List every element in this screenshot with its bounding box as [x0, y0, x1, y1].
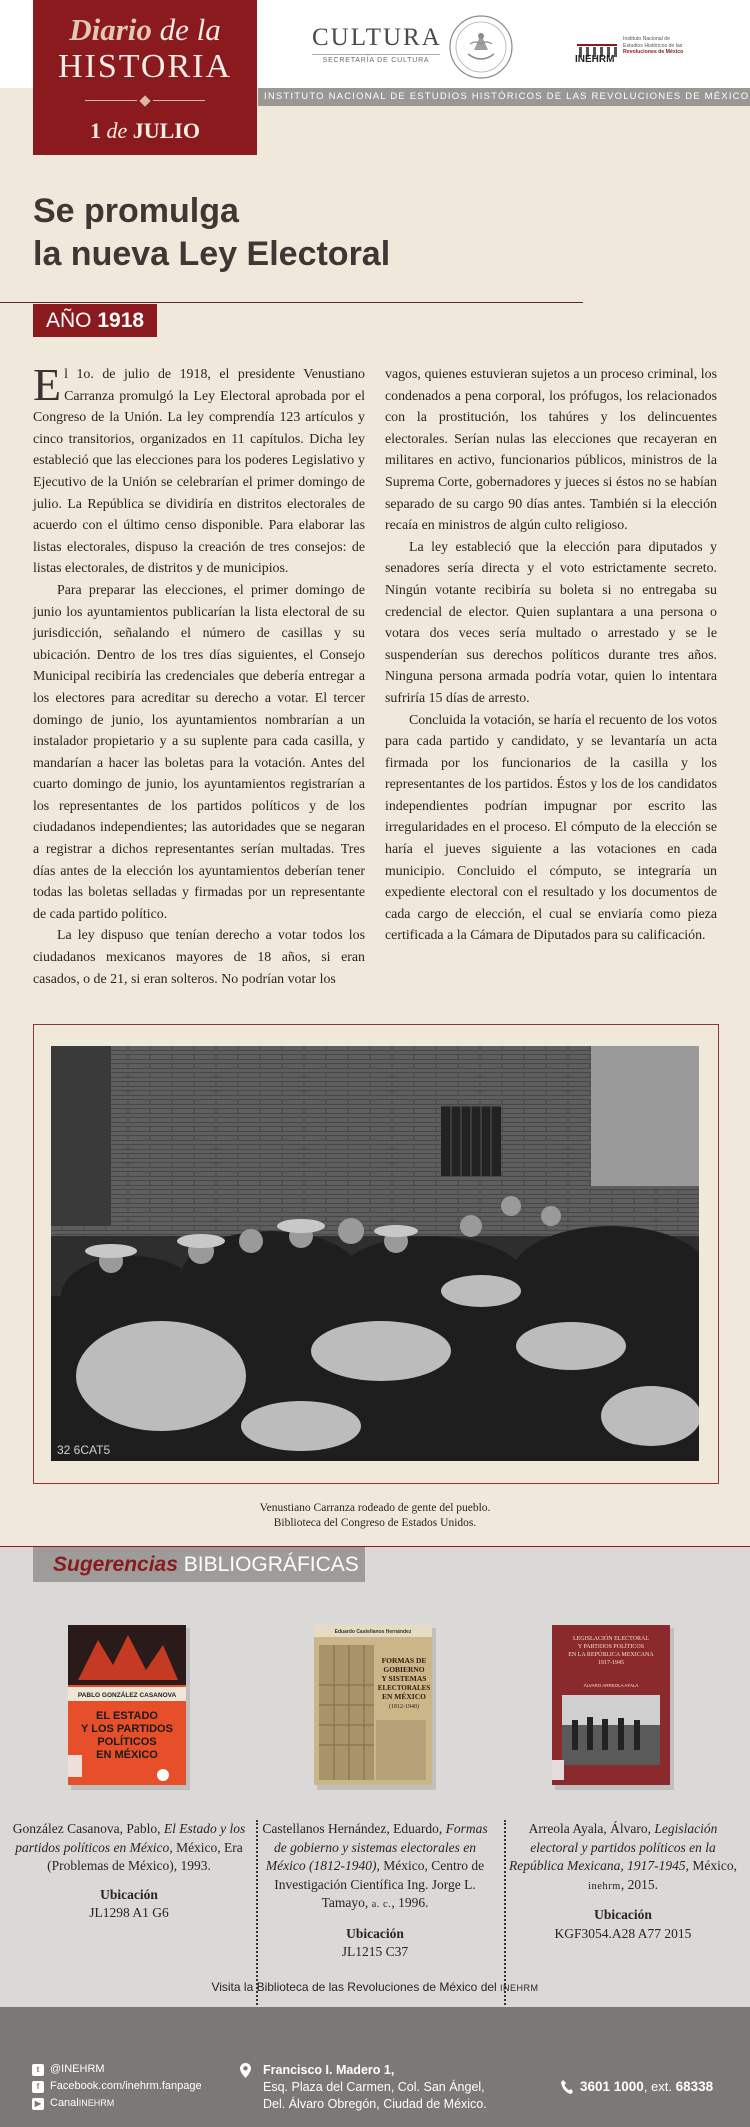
year-badge: AÑO 1918 — [33, 304, 157, 337]
masthead-line2: HISTORIA — [57, 48, 233, 85]
svg-text:EN LA REPÚBLICA MEXICANA: EN LA REPÚBLICA MEXICANA — [568, 1652, 654, 1658]
article-title: Se promulga la nueva Ley Electoral — [33, 192, 391, 273]
social-links — [32, 2061, 202, 2112]
article-paragraph-4: La ley estableció que la elección para diputados y senadores sería directa y el voto estrictamente secreto. Ningún votante recibiría su boleta si no entregaba su credencial de elector. Quien suplantara a una persona o votara dos veces sería multado o arrestado y se le suspenderían sus derechos políticos durante tres años. Ninguna persona armada podría votar, quien lo intentara sufriría 15 días de arresto. — [385, 539, 717, 706]
twitter-link[interactable]: t @INEHRM — [32, 2061, 202, 2078]
facebook-link[interactable]: f Facebook.com/inehrm.fanpage — [32, 2078, 202, 2095]
bib-entry-2-loc-label: Ubicación — [346, 1925, 404, 1941]
date-day: 1 — [89, 118, 101, 143]
svg-text:GOBIERNO: GOBIERNO — [383, 1665, 425, 1674]
inehrm-logo — [575, 34, 695, 66]
book-cover-3 — [552, 1625, 674, 1790]
masthead-date — [33, 118, 257, 144]
drop-cap: E — [33, 359, 62, 410]
svg-text:Y SISTEMAS: Y SISTEMAS — [381, 1674, 427, 1683]
institute-strip — [258, 88, 750, 106]
bib-entry-2-loc: JL1215 C37 — [341, 1944, 409, 1959]
inehrm-logo-desc: Instituto Nacional de Estudios Históricos de las Revoluciones de México — [623, 36, 684, 55]
svg-text:Eduardo Castellanos Hernández: Eduardo Castellanos Hernández — [334, 1629, 412, 1635]
svg-text:LEGISLACIÓN ELECTORAL: LEGISLACIÓN ELECTORAL — [572, 1636, 650, 1642]
article-column-right — [385, 364, 717, 947]
footer-phone[interactable]: 3601 1000, ext. 68338 — [580, 2079, 714, 2094]
bib-entry-1 — [10, 1820, 248, 1923]
date-de: de — [100, 118, 133, 143]
bib-entry-3 — [504, 1820, 742, 1943]
inehrm-logo-word: INEHRM — [575, 54, 615, 65]
svg-text:(1812-1940): (1812-1940) — [389, 1704, 419, 1710]
masthead-de-la: de la — [151, 12, 221, 47]
bib-entry-1-loc: JL1298 A1 G6 — [89, 1905, 169, 1920]
svg-text:Y PARTIDOS POLÍTICOS: Y PARTIDOS POLÍTICOS — [577, 1644, 645, 1650]
phone-icon — [561, 2080, 573, 2094]
bib-entry-3-loc-label: Ubicación — [594, 1907, 652, 1922]
book-cover-2 — [314, 1625, 436, 1790]
facebook-icon: f — [32, 2081, 44, 2093]
svg-text:Y LOS PARTIDOS: Y LOS PARTIDOS — [81, 1723, 173, 1735]
bib-entry-3-loc: KGF3054.A28 A77 2015 — [554, 1925, 692, 1941]
svg-text:1917-1945: 1917-1945 — [598, 1660, 624, 1666]
masthead-line1 — [33, 12, 257, 48]
cultura-logo-word: CULTURA — [312, 24, 442, 51]
book-cover-1 — [68, 1625, 190, 1790]
svg-text:EL ESTADO: EL ESTADO — [96, 1710, 158, 1722]
location-pin-icon — [240, 2063, 251, 2078]
article-column-left — [33, 359, 365, 990]
photo-caption: Venustiano Carranza rodeado de gente del pueblo. Biblioteca del Congreso de Estados Unidos. — [259, 1502, 491, 1529]
bib-entry-1-ref: González Casanova, Pablo, El Estado y los partidos políticos en México, México, Era (Problemas de México), 1993. — [12, 1821, 246, 1873]
mexico-seal-icon — [448, 14, 514, 80]
institute-strip-text: INSTITUTO NACIONAL DE ESTUDIOS HISTÓRICOS DE LAS REVOLUCIONES DE MÉXICO — [264, 91, 750, 102]
date-month: JULIO — [132, 118, 200, 143]
cultura-logo — [312, 24, 440, 64]
svg-text:FORMAS DE: FORMAS DE — [381, 1656, 427, 1665]
svg-text:EN MÉXICO: EN MÉXICO — [382, 1692, 426, 1701]
historical-photo-crowd — [51, 1046, 699, 1461]
svg-text:POLÍTICOS: POLÍTICOS — [97, 1736, 157, 1748]
svg-text:ÁLVARO ARREOLA AYALA: ÁLVARO ARREOLA AYALA — [583, 1683, 639, 1688]
masthead-diario: Diario — [69, 12, 152, 47]
youtube-link[interactable]: ▶ Canal INEHRM — [32, 2095, 202, 2112]
photo-scribble: 32 6CAT5 — [57, 1443, 111, 1457]
bib-entry-3-ref: Arreola Ayala, Álvaro, Legislación electoral y partidos políticos en la República Mexicana, 1917-1945, México, inehrm, 2015. — [509, 1821, 737, 1892]
footer-address: Francisco I. Madero 1, Esq. Plaza del Carmen, Col. San Ángel, Del. Álvaro Obregón, Ciudad de México. — [263, 2063, 487, 2111]
title-divider — [0, 302, 583, 303]
bib-entry-2 — [256, 1820, 494, 1962]
cultura-logo-sub: SECRETARÍA DE CULTURA — [312, 54, 440, 64]
article-paragraph-3-continued: vagos, quienes estuvieran sujetos a un proceso criminal, los condenados a pena corporal, los prófugos, los relacionados con la prostitución, los tahúres y los delincuentes electorales. Serían nulas las elecciones que recayeran en militares en activo, funcionarios públicos, ministros de la Suprema Corte, gobernadores y jueces si éstos no se habían separado de su cargo 90 días antes. También si la elección recaía en ministros de algún culto religioso. — [385, 367, 717, 534]
svg-text:ELECTORALES: ELECTORALES — [377, 1684, 431, 1692]
footer — [0, 2007, 750, 2127]
visit-library-note: Visita la Biblioteca de las Revoluciones de México del INEHRM — [211, 1980, 539, 1994]
article-paragraph-1: El 1o. de julio de 1918, el presidente Venustiano Carranza promulgó la Ley Electoral aprobada por el Congreso de la Unión. La ley comprendía 123 artículos y cinco transitorios, organizados en 11 capítulos. Dicha ley estableció que las elecciones para los poderes Legislativo y Ejecutivo de la Unión se celebrarían el primer domingo de julio. La República se dividiría en distritos electorales de acuerdo con el último censo disponible. Para elaborar las listas electorales, dispuso la creación de tres consejos: de listas electorales, de distritos y de municipios. — [33, 359, 365, 577]
masthead — [33, 0, 257, 155]
bibliography-heading: Sugerencias BIBLIOGRÁFICAS — [33, 1547, 365, 1582]
bib-entry-1-loc-label: Ubicación — [100, 1886, 158, 1902]
book-1-cover-author: PABLO GONZÁLEZ CASANOVA — [77, 1692, 177, 1699]
twitter-icon: t — [32, 2064, 44, 2076]
article-paragraph-5: Concluida la votación, se haría el recuento de los votos para cada partido y candidato, y se levantaría un acta firmada por los funcionarios de la casilla y los representantes de los partidos. Éstos y los de los candidatos independientes podrían impugnar por escrito las irregularidades en el proceso. El cómputo de la elección se haría el jueves siguiente a las votaciones en cada municipio. Concluido el cómputo, se integraría un expediente electoral con el resultado y los documentos de cada cargo de elección, el cual se enviaría como pieza certificada a la Cámara de Diputados para su calificación. — [385, 712, 717, 944]
svg-text:EN MÉXICO: EN MÉXICO — [96, 1749, 158, 1761]
youtube-icon: ▶ — [32, 2098, 44, 2110]
bib-entry-2-ref: Castellanos Hernández, Eduardo, Formas de gobierno y sistemas electorales en México (1812-1940), México, Centro de Investigación Científica Ing. Jorge L. Tamayo, a. c., 1996. — [262, 1821, 488, 1910]
masthead-ornament — [85, 97, 205, 105]
article-paragraph-2: Para preparar las elecciones, el primer domingo de junio los ayuntamientos publicarían la lista electoral de su jurisdicción, señalando el número de casillas y su ubicación. Dentro de los tres días siguientes, el Consejo Municipal recibiría las credenciales que debería entregar a los electores para acreditar su derecho a votar. El tercer domingo de junio, los ayuntamientos nombrarían a un instalador propietario y a su suplente para cada casilla, y mandarían a hacer las boletas para la votación. Antes del cuarto domingo de junio, los ayuntamientos registrarían a los representantes de los partidos políticos y de los ciudadanos independientes; las autoridades que se negaran a registrar a dichos representantes serían multadas. Tres días antes de la elección los ayuntamientos deberían tener todas las boletas selladas y firmadas por un representante de cada partido político. — [33, 582, 365, 922]
article-paragraph-3: La ley dispuso que tenían derecho a votar todos los ciudadanos mexicanos mayores de 18 años, si eran casados, o de 21, si eran solteros. No podrían votar los — [33, 928, 365, 987]
